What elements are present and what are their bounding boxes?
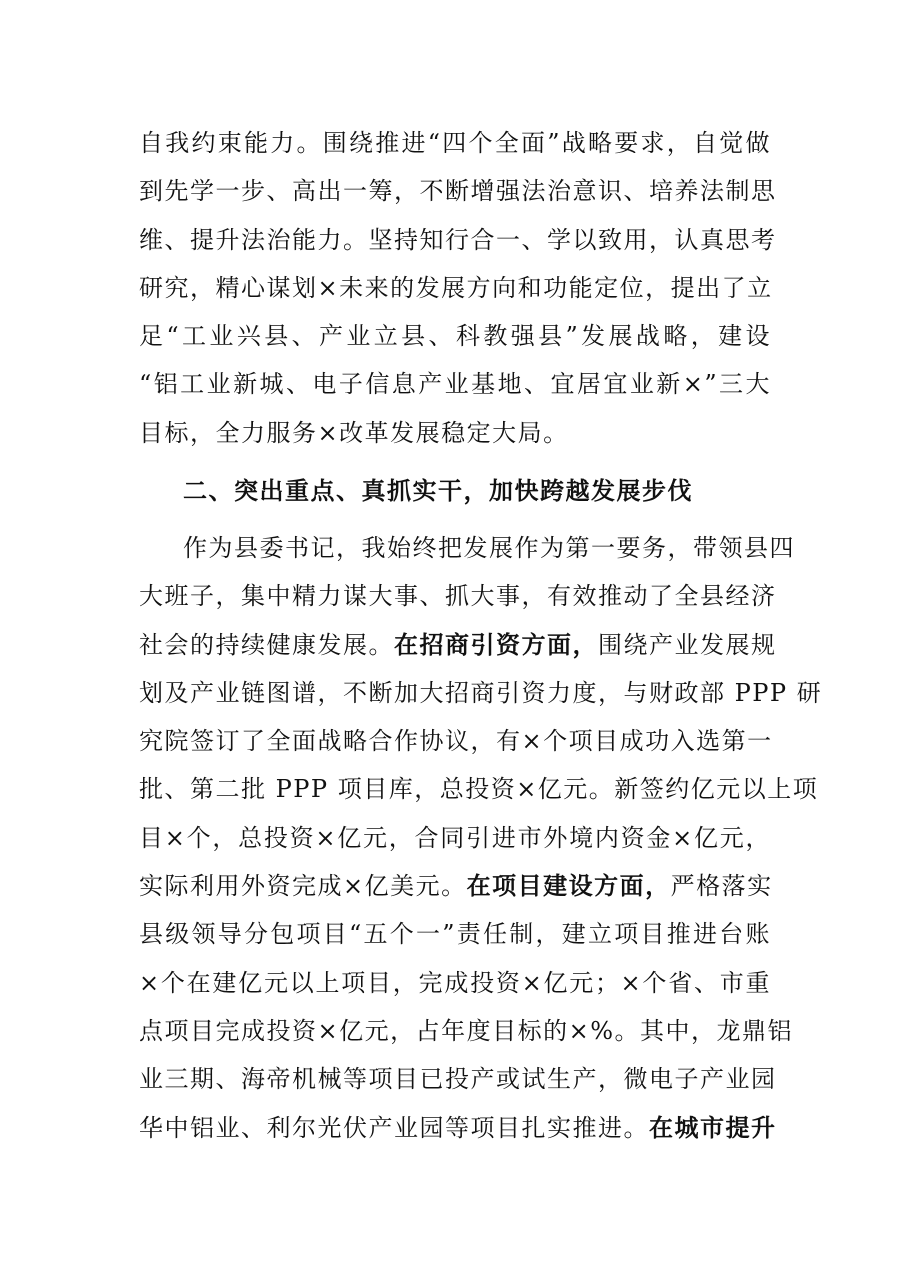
text-line: 目×个，总投资×亿元，合同引进市外境内资金×亿元， (139, 823, 771, 852)
text-line: 作为县委书记，我始终把发展作为第一要务，带领县四 (183, 534, 795, 562)
text-line: 划及产业链图谱，不断加大招商引资力度，与财政部 PPP 研 (139, 678, 823, 707)
text-run: 社会的持续健康发展。 (139, 630, 394, 659)
bold-subheading-investment: 在招商引资方面， (394, 629, 598, 659)
section-heading-block (139, 467, 771, 515)
text-run: 实际利用外资完成×亿美元。 (139, 872, 467, 901)
text-line: 维、提升法治能力。坚持知行合一、学以致用，认真思考 (139, 225, 777, 254)
bold-subheading-projects: 在项目建设方面， (466, 871, 671, 901)
text-line: ×个在建亿元以上项目，完成投资×亿元；×个省、市重 (139, 968, 771, 997)
text-line (139, 621, 777, 669)
text-line: “铝工业新城、电子信息产业基地、宜居宜业新×”三大 (139, 370, 771, 399)
text-line: 业三期、海帝机械等项目已投产或试生产，微电子产业园 (139, 1065, 777, 1094)
text-line: 研究，精心谋划×未来的发展方向和功能定位，提出了立 (139, 273, 773, 302)
text-line: 自我约束能力。围绕推进“四个全面”战略要求，自觉做 (139, 129, 771, 157)
text-line: 到先学一步、高出一筹，不断增强法治意识、培养法制思 (139, 177, 777, 206)
text-line: 究院签订了全面战略合作协议，有×个项目成功入选第一 (139, 727, 773, 756)
text-line: 县级领导分包项目“五个一”责任制，建立项目推进台账 (139, 920, 771, 949)
section-heading: 二、突出重点、真抓实干，加快跨越发展步伐 (183, 476, 693, 505)
text-line: 目标，全力服务×改革发展稳定大局。 (139, 418, 569, 447)
paragraph-strategy (139, 119, 777, 457)
text-line: 大班子，集中精力谋大事、抓大事，有效推动了全县经济 (139, 582, 777, 611)
text-line (139, 862, 771, 910)
text-run: 华中铝业、利尔光伏产业园等项目扎实推进。 (139, 1113, 649, 1142)
text-line: 点项目完成投资×亿元，占年度目标的×%。其中，龙鼎铝 (139, 1016, 794, 1045)
text-run: 围绕产业发展规 (598, 630, 777, 659)
text-line: 批、第二批 PPP 项目库，总投资×亿元。新签约亿元以上项 (139, 775, 819, 804)
bold-subheading-city: 在城市提升 (649, 1112, 777, 1142)
text-line (139, 1104, 777, 1152)
text-line: 足“工业兴县、产业立县、科教强县”发展战略，建设 (139, 322, 771, 351)
paragraph-development (139, 524, 823, 1152)
text-run: 严格落实 (670, 872, 773, 901)
